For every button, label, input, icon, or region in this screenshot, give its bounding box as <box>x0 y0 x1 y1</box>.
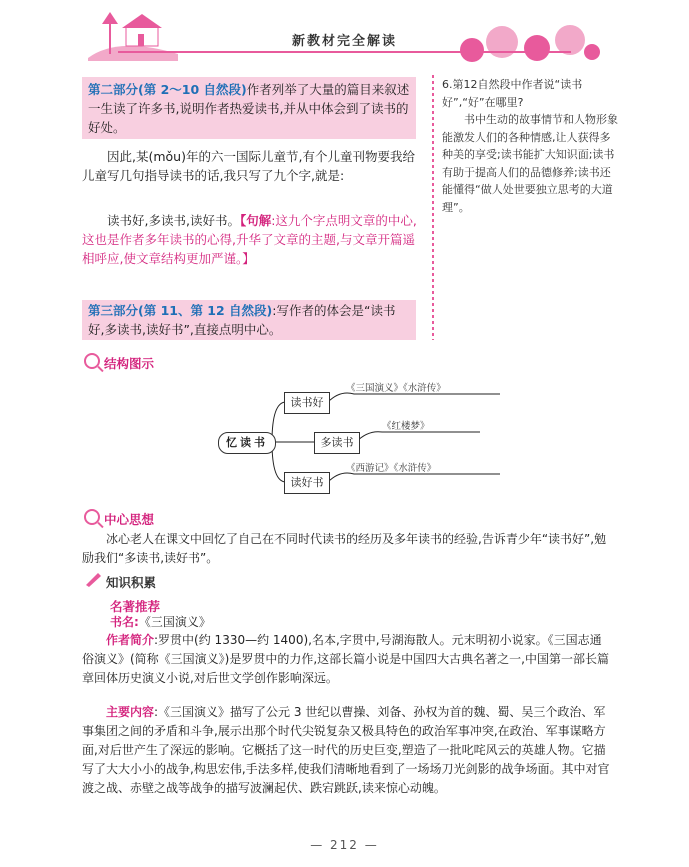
mindmap-note-3: 《西游记》《水浒传》 <box>346 463 437 474</box>
magnifier-icon <box>84 509 100 525</box>
mindmap-note-2: 《红楼梦》 <box>382 421 430 432</box>
mindmap-branch-3: 读好书 <box>284 472 330 494</box>
theme-heading: 中心思想 <box>104 512 155 527</box>
book-line <box>110 613 211 632</box>
part3-label: 第三部分(第 11、第 12 自然段) <box>88 303 273 318</box>
part3-paragraph <box>88 301 410 339</box>
part2-text: 作者列举了大量的篇目来叙述一生读了许多书,说明作者热爱读书,并从中体会到了读书的好处。 <box>88 82 410 135</box>
mindmap-branch-1: 读书好 <box>284 392 330 414</box>
knowledge-heading: 知识积累 <box>106 575 157 590</box>
content-text: :《三国演义》描写了公元 3 世纪以曹操、刘备、孙权为首的魏、蜀、吴三个政治、军事集团之间的矛盾和斗争,展示出那个时代尖锐复杂又极具特色的政治军事冲突,在政治、军事谋略方面,对后世产生了深远的影响。它概括了这一时代的历史巨变,塑造了一批叱咤风云的英雄人物。它描写了大大小小的战争,构思宏伟,手法多样,使我们清晰地看到了一场场刀光剑影的战争场面。其中对官渡之战、赤壁之战等战争的描写波澜起伏、跌宕跳跃,读来惊心动魄。 <box>82 705 610 795</box>
part2-box <box>82 77 416 139</box>
part3-box <box>82 300 416 340</box>
header-title: 新教材完全解读 <box>291 34 397 49</box>
theme-text: 冰心老人在课文中回忆了自己在不同时代读书的经历及多年读书的经验,告诉青少年“读书好”,勉励我们“多读书,读好书”。 <box>82 532 607 565</box>
author-block <box>82 631 610 688</box>
pencil-icon <box>84 571 102 587</box>
paragraph-1: 因此,某(mǒu)年的六一国际儿童节,有个儿童刊物要我给儿童写几句指导读书的话,我只写了九个字,就是: <box>82 149 415 183</box>
part2-paragraph <box>88 80 410 137</box>
quote-text: 读书好,多读书,读好书。 <box>107 213 240 228</box>
book-label: 书名: <box>110 615 139 629</box>
mindmap-branch-2: 多读书 <box>314 432 360 454</box>
magnifier-icon <box>84 353 100 369</box>
sentence-note-label: 【句解 <box>239 213 272 228</box>
header-divider <box>118 51 571 53</box>
sidebar-answer: 书中生动的故事情节和人物形象能激发人们的各种情感,让人获得多种美的享受;读书能扩大知识面;读书有助于提高人们的品德修养;读书还能懂得“做人处世要独立思考的大道理”。 <box>442 113 618 214</box>
sentence-note-text: :这九个字点明文章的中心,这也是作者多年读书的心得,升华了文章的主题,与文章开篇遥相呼应,使文章结构更加严谨。】 <box>82 213 417 266</box>
content-block <box>82 703 610 798</box>
part2-label: 第二部分(第 2～10 自然段) <box>88 82 247 97</box>
book-title: 《三国演义》 <box>138 615 211 629</box>
sidebar-border <box>432 75 434 340</box>
paragraph-2 <box>82 211 420 268</box>
mindmap-center: 忆读书 <box>218 432 276 454</box>
author-label: 作者简介 <box>106 633 155 647</box>
part3-text: :写作者的体会是“读书好,多读书,读好书”,直接点明中心。 <box>88 303 396 337</box>
page-number: — 212 — <box>310 838 379 852</box>
author-text: :罗贯中(约 1330—约 1400),名本,字贯中,号湖海散人。元末明初小说家。《三国志通俗演义》(简称《三国演义》)是罗贯中的力作,这部长篇小说是中国四大古典名著之一,中国第一部长篇章回体历史演义小说,对后世文学创作影响深远。 <box>82 633 609 685</box>
content-label: 主要内容 <box>106 705 155 719</box>
sidebar <box>442 76 618 216</box>
sidebar-question: 6.第12自然段中作者说“读书好”,“好”在哪里? <box>442 78 583 109</box>
structure-heading: 结构图示 <box>104 356 155 371</box>
mindmap-note-1: 《三国演义》《水浒传》 <box>346 383 446 394</box>
knowledge-subheading: 名著推荐 <box>110 599 161 614</box>
